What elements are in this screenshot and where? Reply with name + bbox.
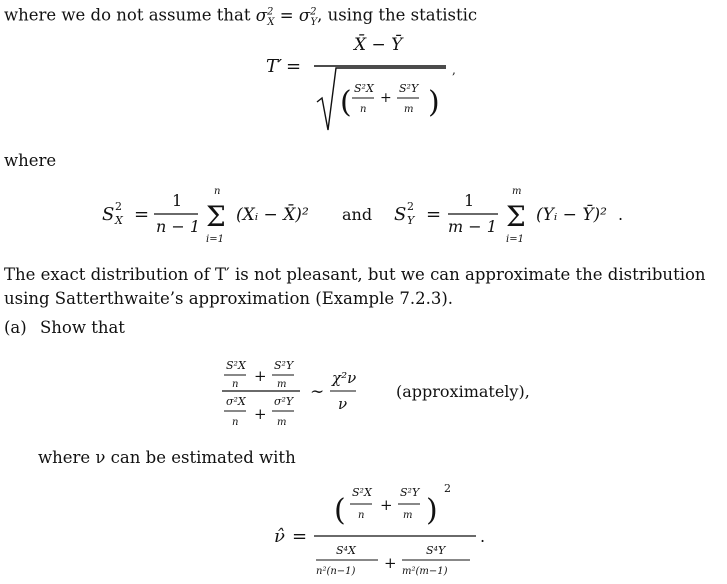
part-a-text: Show that — [39, 318, 125, 337]
n-denom: n — [360, 104, 367, 115]
and-word: and — [342, 205, 373, 224]
t-prime-equation — [262, 30, 472, 140]
chi-approx-equation — [222, 353, 552, 437]
sy-lhs-sup: 2 — [407, 200, 414, 213]
nu-num-sx: S²X — [352, 486, 372, 499]
exact-distribution-text-1: The exact distribution of T′ is not pleasant, but we can approximate the distribution — [4, 265, 706, 284]
nu-num-n: n — [358, 510, 365, 521]
sy-sum-term: (Yᵢ − Ȳ)² — [536, 205, 607, 225]
nu-num-right-paren: ) — [426, 493, 438, 528]
sy-sigma: Σ — [506, 200, 526, 233]
nu-hat-symbol: ν̂ — [274, 526, 285, 547]
chi-sq: χ²ν — [332, 369, 357, 387]
where-nu-line — [38, 448, 296, 468]
num-m: m — [277, 379, 287, 390]
t-prime-trailing: , — [452, 63, 456, 77]
intro-suffix: , using the statistic — [317, 5, 478, 25]
num-sy: S²Y — [274, 359, 294, 372]
sy-frac-num: 1 — [464, 191, 475, 210]
nu-num-plus: + — [380, 496, 393, 514]
nu-den-plus: + — [384, 554, 397, 572]
sy-equals: = — [426, 204, 442, 225]
nu-num-sy: S²Y — [400, 486, 420, 499]
where-word-1: where — [4, 151, 57, 170]
variance-trailing: . — [618, 205, 624, 224]
nu-den-m-term: m²(m−1) — [402, 566, 448, 577]
t-prime-symbol: T′ — [266, 56, 283, 77]
nu-hat-equals: = — [292, 526, 308, 547]
intro-prefix: where we do not assume that — [4, 5, 251, 25]
nu-hat-trailing: . — [480, 527, 486, 546]
m-denom: m — [404, 104, 414, 115]
t-prime-numerator: X̄ − Ȳ — [354, 35, 403, 55]
part-a-line — [4, 318, 125, 338]
num-sx: S²X — [226, 359, 246, 372]
right-paren: ) — [428, 85, 440, 120]
intro-equation: $\sigma^2_X = \sigma^2_Y$ — [255, 5, 318, 28]
sy-sq: S²Y — [399, 82, 419, 95]
where-nu-text: where ν can be estimated with — [38, 448, 296, 467]
sx-lhs: S — [102, 204, 115, 225]
plus-sign: + — [380, 90, 392, 106]
nu-hat-equation — [272, 478, 502, 582]
variance-estimates-equation — [98, 184, 638, 246]
nu-num-left-paren: ( — [334, 493, 346, 528]
exact-distribution-text-2: using Satterthwaite’s approximation (Example 7.2.3). — [4, 289, 454, 308]
sx-sigma-bottom: i=1 — [206, 234, 224, 245]
part-a-label: (a) — [4, 318, 27, 337]
nu-den-sy4: S⁴Y — [426, 544, 446, 557]
den-n: n — [232, 417, 239, 428]
sy-lhs: S — [394, 204, 407, 225]
den-sigy: σ²Y — [274, 395, 294, 408]
den-m: m — [277, 417, 287, 428]
sy-frac-den: m − 1 — [448, 217, 497, 236]
nu-num-m: m — [403, 510, 413, 521]
sx-frac-den: n − 1 — [156, 217, 201, 236]
sx-sigma: Σ — [206, 200, 226, 233]
sx-lhs-sup: 2 — [115, 200, 122, 213]
nu-num-square: 2 — [444, 482, 451, 495]
chi-relation: ∼ — [310, 382, 325, 402]
num-plus: + — [254, 367, 267, 385]
num-n: n — [232, 379, 239, 390]
exact-distribution-line-2 — [4, 289, 453, 309]
sx-frac-num: 1 — [172, 191, 183, 210]
t-prime-equals: = — [286, 56, 302, 77]
left-paren: ( — [340, 85, 352, 120]
den-plus: + — [254, 405, 267, 423]
sx-equals: = — [134, 204, 150, 225]
sx-sq: S²X — [354, 82, 374, 95]
nu-den-sx4: S⁴X — [336, 544, 356, 557]
sx-sigma-top: n — [214, 186, 221, 197]
sy-lhs-sub: Y — [407, 214, 415, 227]
intro-line — [4, 2, 477, 33]
sx-lhs-sub: X — [115, 214, 123, 227]
sy-sigma-top: m — [512, 186, 522, 197]
approx-note: (approximately), — [396, 382, 530, 401]
nu-den-n-term: n²(n−1) — [316, 566, 356, 577]
exact-distribution-line-1 — [4, 265, 706, 285]
sy-sigma-bottom: i=1 — [506, 234, 524, 245]
den-sigx: σ²X — [226, 395, 246, 408]
where-line-1 — [4, 151, 56, 171]
sx-sum-term: (Xᵢ − X̄)² — [236, 205, 309, 225]
chi-nu: ν — [338, 395, 348, 413]
